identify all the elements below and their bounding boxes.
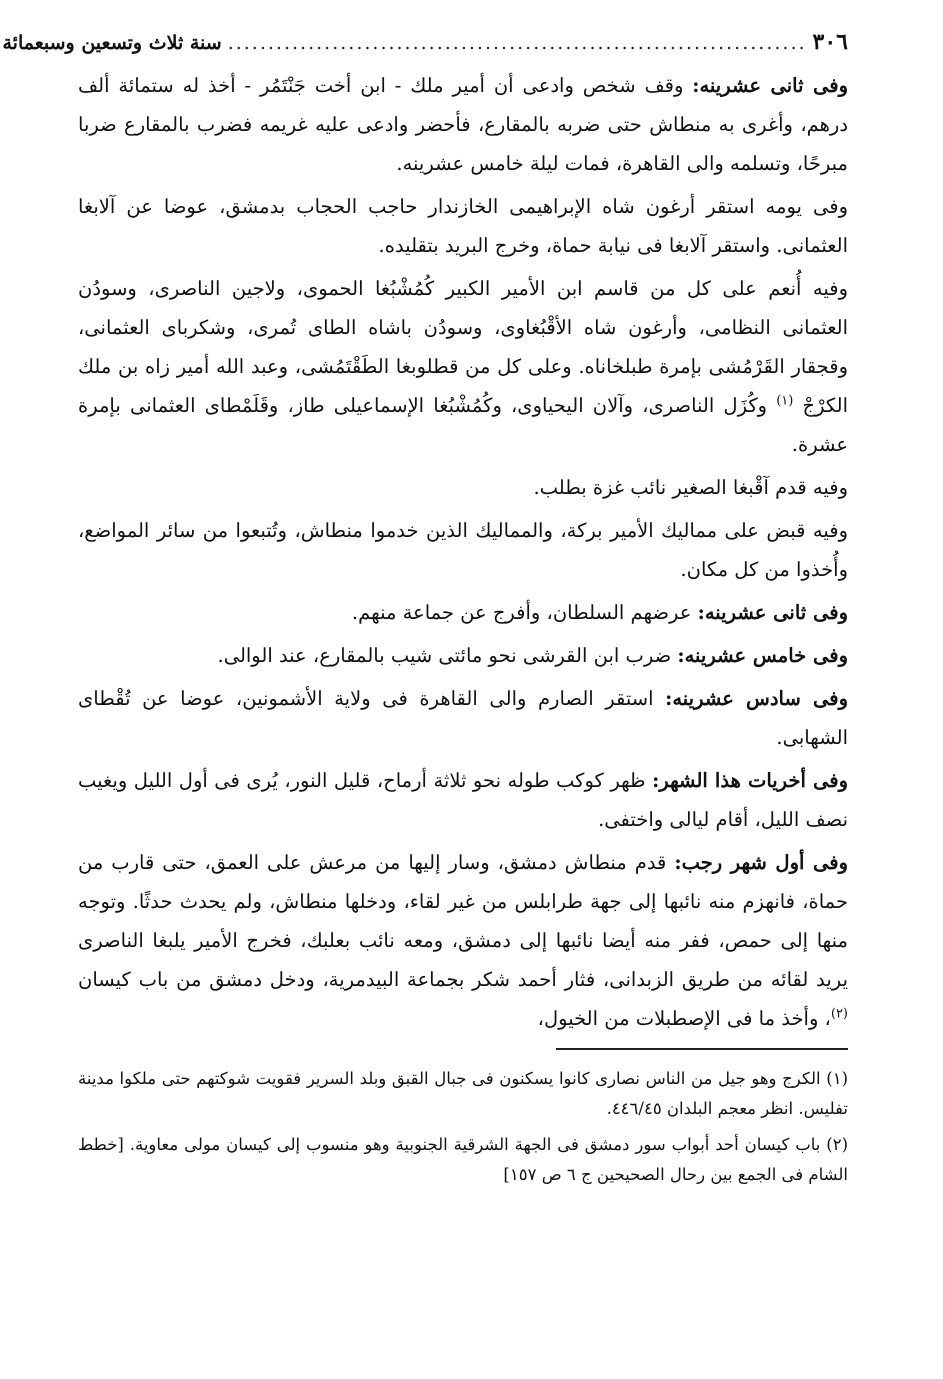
running-header [2,28,848,58]
book-page [2,28,849,1196]
paragraph-text: ضرب ابن القرشى نحو مائتى شيب بالمقارع، عند الوالى. [217,644,678,667]
paragraph-lead: وفى أول شهر رجب: [674,851,849,874]
paragraph [78,468,848,507]
paragraph-text-continued: وكُزَل الناصرى، وآلان اليحياوى، وكُمُشْبُغا الإسماعيلى طاز، وقَلَمْطاى العثمانى بإمرة عشرة. [78,394,848,456]
paragraph-text: وفيه أُنعم على كل من قاسم ابن الأمير الكبير كُمُشْبُغا الحموى، ولاجين الناصرى، وسودُن العثمانى النظامى، وأرغون شاه الأقْبُغاوى، وسودُن باشاه الطاى تُمرى، وشكرباى العثمانى، وقجقار القَرْمُشى بإمرة طبلخاناه. وعلى كل من قطلوبغا الطَقْتَمُشى، وعبد الله أمير زاه بن ملك الكرْجْ [78,277,848,417]
footnote-divider [556,1048,848,1050]
header-leader-dots: ........................................................................ [227,32,807,54]
paragraph-text: عرضهم السلطان، وأفرج عن جماعة منهم. [351,601,698,624]
paragraph [78,511,848,589]
paragraph-lead: وفى أخريات هذا الشهر: [652,769,849,792]
paragraph-text: وفيه قدم آقْبغا الصغير نائب غزة بطلب. [533,476,848,499]
paragraph [78,187,848,265]
paragraph-text: وفى يومه استقر أرغون شاه الإبراهيمى الخازندار حاجب الحجاب بدمشق، عوضا عن آلابغا العثمانى. واستقر آلابغا فى نيابة حماة، وخرج البريد بتقليده. [78,195,848,257]
paragraph-text: استقر الصارم والى القاهرة فى ولاية الأشمونين، عوضا عن تُقْطاى الشهابى. [78,687,848,749]
footnote: (١) الكرج وهو جيل من الناس نصارى كانوا يسكنون فى جبال القبق وبلد السرير فقويت شوكتهم حتى ملكوا مدينة تفليس. انظر معجم البلدان ٤٤٦/٤٥. [78,1069,848,1118]
paragraph [78,679,848,757]
paragraph-lead: وفى ثانى عشرينه: [692,74,849,97]
paragraph [78,636,848,675]
paragraph-text: قدم منطاش دمشق، وسار إليها من مرعش على العمق، حتى قارب من حماة، فانهزم منه نائبها إلى جهة طرابلس من غير لقاء، ودخلها منطاش، ولم يحدث حدثًا. وتوجه منها إلى حمص، ففر منه أيضا نائبها إلى دمشق، ومعه نائب بعلبك، فخرج الأمير يلبغا الناصرى يريد لقائه من طريق الزبدانى، فثار أحمد شكر بجماعة البيدمرية، ودخل دمشق من باب كيسان [78,851,848,991]
paragraph-lead: وفى سادس عشرينه: [665,687,848,710]
paragraph [78,593,848,632]
running-title: سنة ثلاث وتسعين وسبعمائة [2,32,222,54]
paragraph-text: وقف شخص وادعى أن أمير ملك - ابن أخت جَنْتَمُر - أخذ له ستمائة ألف درهم، وأغرى به منطاش حتى ضربه بالمقارع، فأحضر وادعى عليه غريمه فضرب بالمقارع ضربا مبرحًا، وتسلمه والى القاهرة، فمات ليلة خامس عشرينه. [78,74,848,175]
footnotes [78,1064,848,1190]
footnote-marker[interactable]: (٢) [830,1006,848,1022]
body-text [78,66,848,1038]
paragraph-lead: وفى ثانى عشرينه: [697,601,848,624]
footnote-marker[interactable]: (١) [776,393,794,409]
paragraph-lead: وفى خامس عشرينه: [677,644,848,667]
paragraph [78,66,848,183]
paragraph [78,761,848,839]
page-number: ٣٠٦ [812,29,848,55]
footnote: (٢) باب كيسان أحد أبواب سور دمشق فى الجهة الشرقية الجنوبية وهو منسوب إلى كيسان مولى معاوية. [خطط الشام فى الجمع بين رحال الصحيحين ج ٦ ص ١٥٧] [78,1135,848,1184]
paragraph-text-continued: ، وأخذ ما فى الإصطبلات من الخيول، [537,1007,831,1030]
paragraph-text: وفيه قبض على مماليك الأمير بركة، والمماليك الذين خدموا منطاش، وتُتبعوا من سائر المواضع، وأُخذوا من كل مكان. [78,519,848,581]
paragraph [78,843,848,1038]
paragraph-text: ظهر كوكب طوله نحو ثلاثة أرماح، قليل النور، يُرى فى أول الليل ويغيب نصف الليل، أقام ليالى واختفى. [78,769,848,831]
paragraph [78,269,848,464]
